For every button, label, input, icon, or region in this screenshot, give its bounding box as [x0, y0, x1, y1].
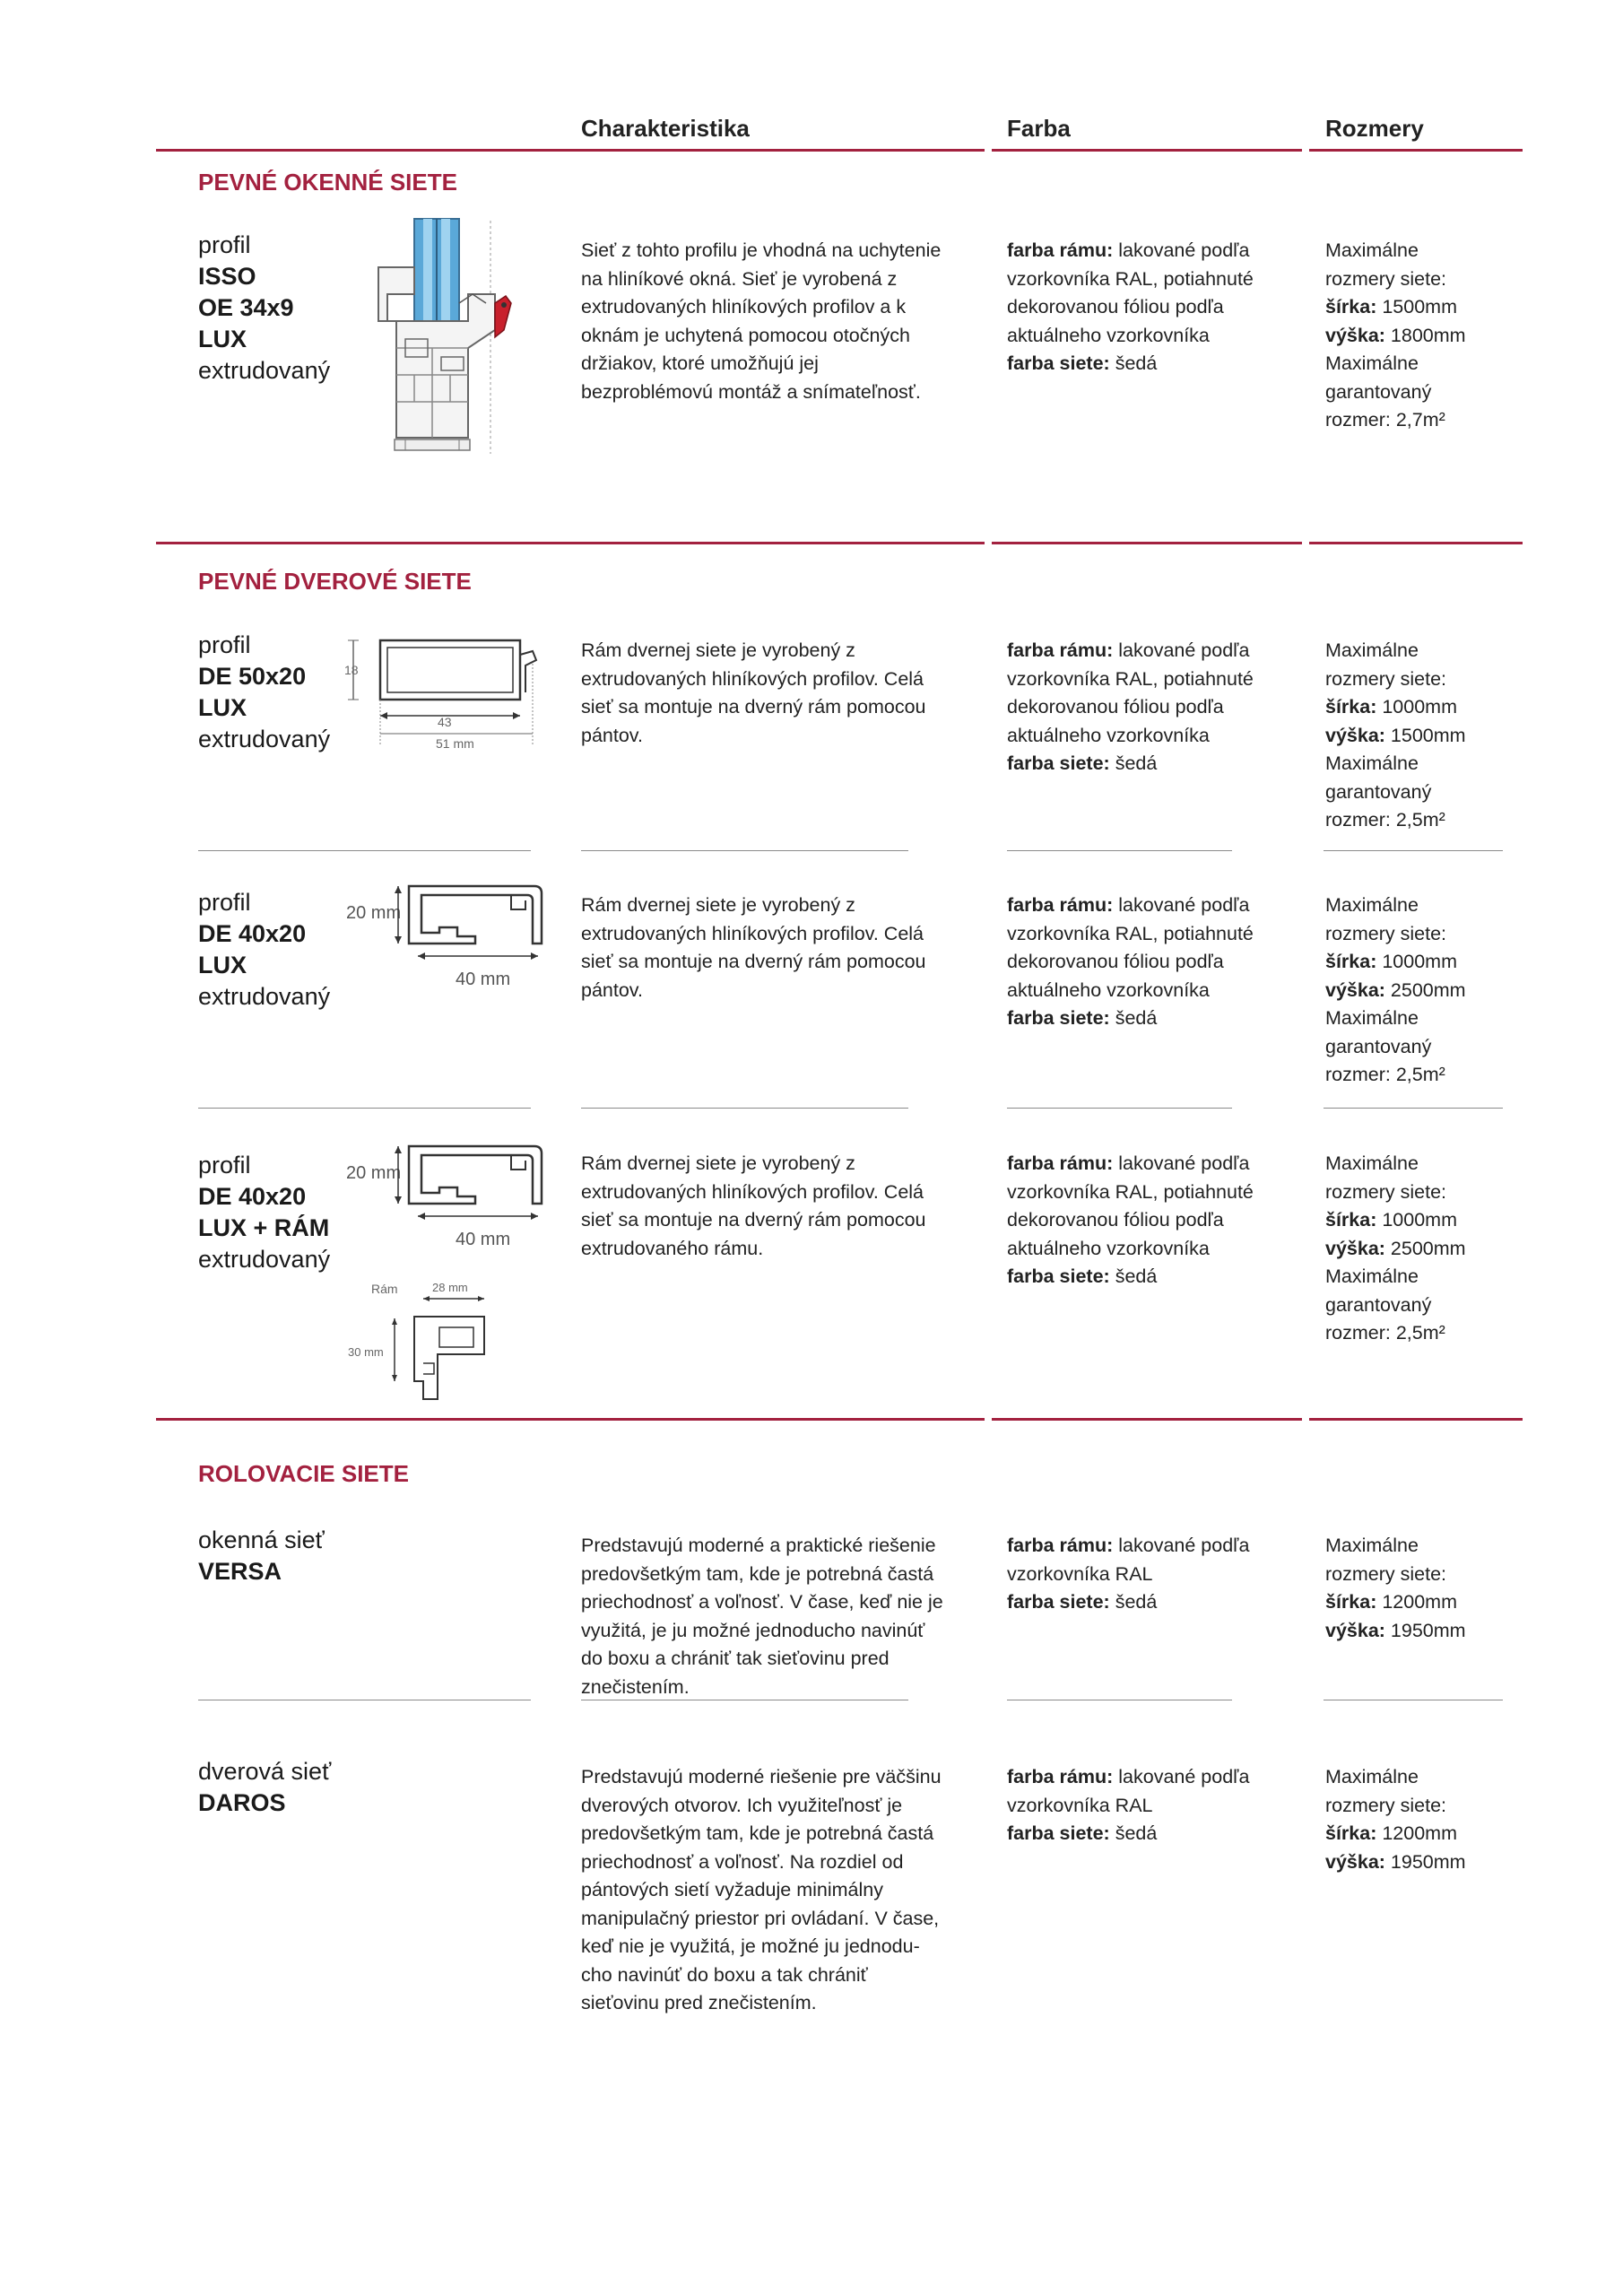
dims-key: šírka: [1325, 951, 1377, 972]
product-name-line: extrudovaný [198, 983, 331, 1010]
color-key: farba siete: [1007, 352, 1110, 374]
color-line: vzorkovníka RAL [1007, 1562, 1153, 1585]
description-line: predovšetkým tam, kde je potrebná častá [581, 1822, 934, 1844]
color-line [1007, 1263, 1254, 1292]
dims-key: šírka: [1325, 1209, 1377, 1231]
description-line: predovšetkým tam, kde je potrebná častá [581, 1562, 934, 1585]
dims-line: garantovaný [1325, 1035, 1432, 1057]
product-name-line: dverová sieť [198, 1758, 332, 1785]
product-name-line: profil [198, 631, 251, 658]
product-name-isso [198, 230, 330, 387]
de40x20-profile-drawing [341, 879, 556, 1004]
product-name-line: ISSO [198, 263, 256, 290]
product-name-line: LUX [198, 952, 247, 978]
color-value: lakované podľa [1113, 1766, 1250, 1787]
color-line: vzorkovníka RAL, potiahnuté [1007, 667, 1254, 690]
dimensions-de50x20 [1325, 637, 1466, 835]
color-value: lakované podľa [1113, 1535, 1250, 1556]
dims-value: 2500mm [1384, 1237, 1466, 1259]
dims-line [1325, 1206, 1466, 1235]
product-name-de40x20-ram [198, 1150, 330, 1275]
description-line: bezproblémovú montáž a snímateľnosť. [581, 380, 921, 403]
color-key: farba rámu: [1007, 239, 1114, 261]
dims-line: rozmery siete: [1325, 1794, 1447, 1816]
color-value: šedá [1109, 1822, 1158, 1844]
divider [198, 850, 531, 851]
divider [1007, 850, 1232, 851]
color-line [1007, 1763, 1249, 1792]
dims-line: rozmery siete: [1325, 1562, 1447, 1585]
header-rule-dims [1309, 149, 1523, 152]
dims-value: 2500mm [1384, 978, 1466, 1001]
color-daros [1007, 1763, 1249, 1848]
description-line: oknám je uchytená pomocou otočných [581, 324, 910, 346]
description-line: dverových otvorov. Ich využiteľnosť je [581, 1794, 903, 1816]
product-name-line: extrudovaný [198, 357, 331, 384]
divider [1007, 1108, 1232, 1109]
de50x20-profile-drawing [341, 628, 556, 759]
color-line: aktuálneho vzorkovníka [1007, 324, 1210, 346]
dimensions-de40x20-ram [1325, 1150, 1466, 1348]
color-line: dekorovanou fóliou podľa [1007, 696, 1224, 718]
description-line: cho navinúť do boxu a tak chrániť [581, 1963, 868, 1986]
de40x20-ram-profile-drawing [341, 1139, 556, 1408]
color-line [1007, 1004, 1254, 1033]
dims-key: šírka: [1325, 696, 1377, 718]
ram-label: Rám [371, 1282, 398, 1296]
description-line: extrudovaných hliníkových profilov a k [581, 296, 907, 317]
color-line: dekorovanou fóliou podľa [1007, 296, 1224, 317]
section-title-fixed-window: PEVNÉ OKENNÉ SIETE [198, 169, 457, 196]
divider [1324, 1108, 1503, 1109]
dims-key: výška: [1325, 324, 1385, 346]
color-key: farba siete: [1007, 1822, 1110, 1844]
dims-key: výška: [1325, 724, 1385, 746]
color-line [1007, 891, 1254, 920]
description-line: pántov. [581, 724, 643, 746]
description-line: Predstavujú moderné a praktické riešenie [581, 1535, 936, 1556]
color-key: farba rámu: [1007, 894, 1114, 916]
description-line: extrudovaných hliníkových profilov. Celá [581, 667, 924, 690]
description-line: Predstavujú moderné riešenie pre väčšinu [581, 1766, 942, 1787]
header-rule-color [992, 149, 1302, 152]
color-line [1007, 637, 1254, 665]
color-key: farba rámu: [1007, 1766, 1114, 1787]
description-daros [581, 1763, 942, 2018]
dims-line [1325, 722, 1466, 751]
de40-height-label: 20 mm [346, 1163, 402, 1183]
product-name-versa [198, 1525, 325, 1587]
description-line: extrudovaného rámu. [581, 1237, 764, 1259]
description-line: sieť sa montuje na dverný rám pomocou [581, 696, 926, 718]
color-value: lakované podľa [1113, 894, 1250, 916]
dimensions-daros [1325, 1763, 1466, 1876]
color-key: farba siete: [1007, 752, 1110, 774]
description-de40x20-ram [581, 1150, 926, 1263]
product-name-line: extrudovaný [198, 726, 331, 752]
dims-line: rozmer: 2,7m² [1325, 409, 1445, 430]
section-rule-color [992, 542, 1302, 544]
dims-line: rozmery siete: [1325, 667, 1447, 690]
description-line: pántových sietí vyžaduje minimálny [581, 1879, 883, 1900]
color-line [1007, 1820, 1249, 1848]
column-header-dimensions: Rozmery [1325, 115, 1424, 142]
dims-key: výška: [1325, 978, 1385, 1001]
section-title-rolling: ROLOVACIE SIETE [198, 1460, 409, 1487]
description-line: do boxu a chrániť tak sieťovinu pred [581, 1648, 890, 1669]
dims-line: Maximálne [1325, 752, 1419, 774]
dims-key: šírka: [1325, 296, 1377, 317]
dims-line: Maximálne [1325, 239, 1419, 261]
dims-line: rozmery siete: [1325, 267, 1447, 290]
dims-key: výška: [1325, 1237, 1385, 1259]
color-line: vzorkovníka RAL, potiahnuté [1007, 267, 1254, 290]
description-line: Rám dvernej siete je vyrobený z [581, 639, 855, 661]
dims-value: 1200mm [1376, 1591, 1457, 1613]
dims-line: rozmer: 2,5m² [1325, 809, 1445, 831]
color-line: aktuálneho vzorkovníka [1007, 1237, 1210, 1259]
color-line: vzorkovníka RAL, potiahnuté [1007, 922, 1254, 944]
column-header-characteristics: Charakteristika [581, 115, 750, 142]
section-rule-main [156, 542, 985, 544]
header-rule-main [156, 149, 985, 152]
color-value: šedá [1109, 1591, 1158, 1613]
divider [581, 1108, 908, 1109]
dims-line: garantovaný [1325, 1293, 1432, 1316]
description-line: držiakov, ktoré umožňujú jej [581, 352, 819, 374]
product-name-line: DE 40x20 [198, 1183, 307, 1210]
divider [198, 1108, 531, 1109]
color-line: vzorkovníka RAL [1007, 1794, 1153, 1816]
description-versa [581, 1532, 943, 1701]
divider [1324, 850, 1503, 851]
product-name-line: extrudovaný [198, 1246, 331, 1273]
color-key: farba rámu: [1007, 639, 1114, 661]
description-line: Rám dvernej siete je vyrobený z [581, 894, 855, 916]
dimensions-isso [1325, 237, 1466, 435]
product-name-line: profil [198, 231, 251, 258]
description-line: Sieť z tohto profilu je vhodná na uchytenie [581, 239, 942, 261]
dims-line [1325, 322, 1466, 351]
color-line [1007, 1532, 1249, 1561]
description-line: znečistením. [581, 1675, 690, 1698]
dims-line: Maximálne [1325, 894, 1419, 916]
dims-value: 1950mm [1384, 1619, 1466, 1641]
de40-width-label: 40 mm [456, 970, 511, 989]
product-name-line: DAROS [198, 1789, 286, 1816]
dims-value: 1950mm [1384, 1850, 1466, 1873]
description-line: Rám dvernej siete je vyrobený z [581, 1152, 855, 1174]
color-line: vzorkovníka RAL, potiahnuté [1007, 1180, 1254, 1203]
product-name-line: profil [198, 889, 251, 916]
color-key: farba siete: [1007, 1591, 1110, 1613]
color-key: farba rámu: [1007, 1152, 1114, 1174]
section-rule-dims [1309, 1418, 1523, 1421]
dims-value: 1000mm [1376, 696, 1457, 718]
color-key: farba siete: [1007, 1265, 1110, 1287]
dims-line: Maximálne [1325, 1535, 1419, 1556]
dims-value: 1500mm [1376, 296, 1457, 317]
ram-height-label: 30 mm [348, 1345, 384, 1359]
description-line: extrudovaných hliníkových profilov. Celá [581, 922, 924, 944]
product-name-de40x20 [198, 887, 330, 1013]
description-line: pántov. [581, 978, 643, 1001]
product-name-line: profil [198, 1152, 251, 1178]
dimensions-de40x20 [1325, 891, 1466, 1090]
dims-line [1325, 1617, 1466, 1646]
description-line: manipulačný priestor pri ovládaní. V čase, [581, 1907, 940, 1929]
dims-line: Maximálne [1325, 1766, 1419, 1787]
description-line: keď nie je využitá, je možné ju jednodu- [581, 1935, 920, 1957]
de40-height-label: 20 mm [346, 903, 402, 923]
product-name-line: okenná sieť [198, 1526, 325, 1553]
dims-key: šírka: [1325, 1591, 1377, 1613]
color-line [1007, 750, 1254, 778]
dims-line: rozmery siete: [1325, 1180, 1447, 1203]
color-value: šedá [1109, 752, 1158, 774]
de50-outer-label: 51 mm [436, 736, 474, 751]
color-line [1007, 1150, 1254, 1178]
product-name-line: DE 50x20 [198, 663, 307, 690]
dims-line: rozmery siete: [1325, 922, 1447, 944]
dims-line [1325, 693, 1466, 722]
dims-line [1325, 948, 1466, 977]
color-value: lakované podľa [1113, 1152, 1250, 1174]
isso-profile-drawing [352, 213, 551, 457]
product-name-line: DE 40x20 [198, 920, 307, 947]
color-key: farba rámu: [1007, 1535, 1114, 1556]
dims-value: 1800mm [1384, 324, 1466, 346]
dims-key: výška: [1325, 1850, 1385, 1873]
color-value: šedá [1109, 352, 1158, 374]
description-de50x20 [581, 637, 926, 750]
dims-line [1325, 1235, 1466, 1264]
section-rule-main [156, 1418, 985, 1421]
de40-width-label: 40 mm [456, 1230, 511, 1249]
dims-line: rozmer: 2,5m² [1325, 1322, 1445, 1344]
color-line [1007, 350, 1254, 378]
section-rule-dims [1309, 542, 1523, 544]
dims-key: šírka: [1325, 1822, 1377, 1844]
dims-line: garantovaný [1325, 380, 1432, 403]
product-name-line: LUX [198, 694, 247, 721]
dims-line: Maximálne [1325, 352, 1419, 374]
description-line: sieťovinu pred znečistením. [581, 1992, 817, 2013]
color-value: šedá [1109, 1007, 1158, 1029]
dims-line: Maximálne [1325, 639, 1419, 661]
product-name-de50x20 [198, 630, 330, 755]
description-line: priechodnosť a voľnosť. V čase, keď nie je [581, 1591, 943, 1613]
dims-line: Maximálne [1325, 1007, 1419, 1029]
dims-line: Maximálne [1325, 1265, 1419, 1287]
color-line: aktuálneho vzorkovníka [1007, 978, 1210, 1001]
dims-line [1325, 1848, 1466, 1877]
color-isso [1007, 237, 1254, 378]
color-line: dekorovanou fóliou podľa [1007, 951, 1224, 972]
color-line: aktuálneho vzorkovníka [1007, 724, 1210, 746]
dims-line: garantovaný [1325, 780, 1432, 803]
dims-line [1325, 1588, 1466, 1617]
description-line: extrudovaných hliníkových profilov. Celá [581, 1180, 924, 1203]
color-key: farba siete: [1007, 1007, 1110, 1029]
dims-line [1325, 1820, 1466, 1848]
product-name-line: LUX + RÁM [198, 1214, 330, 1241]
color-line [1007, 237, 1254, 265]
color-value: lakované podľa [1113, 239, 1250, 261]
color-value: lakované podľa [1113, 639, 1250, 661]
color-de40x20 [1007, 891, 1254, 1033]
column-header-color: Farba [1007, 115, 1071, 142]
color-de40x20-ram [1007, 1150, 1254, 1292]
description-de40x20 [581, 891, 926, 1004]
description-line: sieť sa montuje na dverný rám pomocou [581, 951, 926, 972]
description-line: využitá, je ju možné jednoducho navinúť [581, 1619, 925, 1641]
dims-line [1325, 977, 1466, 1005]
section-rule-color [992, 1418, 1302, 1421]
dims-value: 1000mm [1376, 1209, 1457, 1231]
description-line: sieť sa montuje na dverný rám pomocou [581, 1209, 926, 1231]
color-line [1007, 1588, 1249, 1617]
color-de50x20 [1007, 637, 1254, 778]
description-isso [581, 237, 941, 406]
dims-line: Maximálne [1325, 1152, 1419, 1174]
color-line: dekorovanou fóliou podľa [1007, 1209, 1224, 1231]
de50-inner-label: 43 [438, 715, 452, 729]
dims-line: rozmer: 2,5m² [1325, 1064, 1445, 1085]
dimensions-versa [1325, 1532, 1466, 1645]
product-name-line: LUX [198, 326, 247, 352]
dims-key: výška: [1325, 1619, 1385, 1641]
dims-value: 1500mm [1384, 724, 1466, 746]
de50-height-label: 18 [344, 663, 359, 677]
color-value: šedá [1109, 1265, 1158, 1287]
description-line: priechodnosť a voľnosť. Na rozdiel od [581, 1850, 904, 1873]
dims-line [1325, 293, 1466, 322]
product-name-daros [198, 1756, 331, 1819]
description-line: na hliníkové okná. Sieť je vyrobená z [581, 267, 898, 290]
color-versa [1007, 1532, 1249, 1617]
divider [581, 850, 908, 851]
product-name-line: OE 34x9 [198, 294, 294, 321]
dims-value: 1200mm [1376, 1822, 1457, 1844]
section-title-fixed-door: PEVNÉ DVEROVÉ SIETE [198, 568, 472, 595]
product-name-line: VERSA [198, 1558, 282, 1585]
ram-width-label: 28 mm [432, 1281, 468, 1294]
dims-value: 1000mm [1376, 951, 1457, 972]
